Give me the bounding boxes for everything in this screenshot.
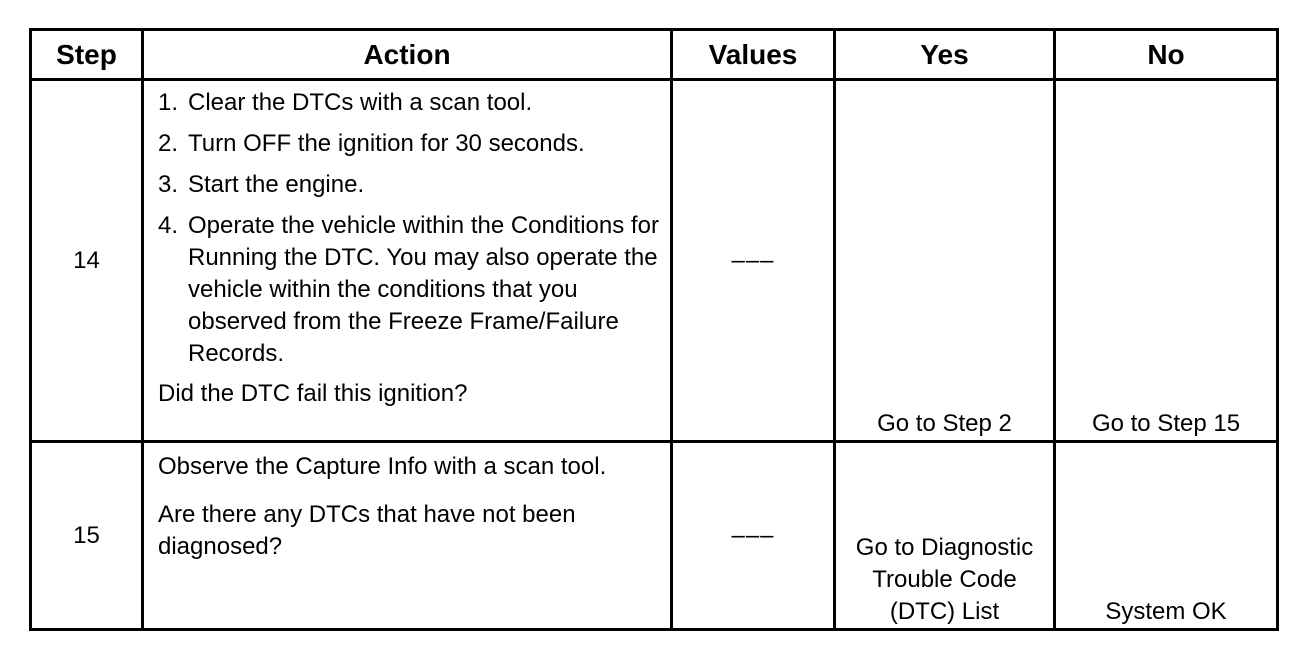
action-question: Are there any DTCs that have not been diagnosed? — [158, 501, 576, 560]
action-steps-list — [158, 87, 660, 370]
action-step: 1. Clear the DTCs with a scan tool. — [158, 89, 533, 116]
header-step: Step — [31, 30, 143, 80]
no-cell: Go to Step 15 — [1055, 80, 1278, 442]
header-action: Action — [143, 30, 672, 80]
table-row-step-14 — [31, 80, 1278, 442]
step-number: 15 — [31, 442, 143, 630]
header-no: No — [1055, 30, 1278, 80]
values-cell: ––– — [672, 80, 835, 442]
step-number: 14 — [31, 80, 143, 442]
table-row-step-15 — [31, 442, 1278, 630]
values-cell: ––– — [672, 442, 835, 630]
action-cell — [143, 80, 672, 442]
diagnostic-table — [29, 28, 1279, 631]
action-question: Did the DTC fail this ignition? — [158, 380, 468, 407]
header-row — [31, 30, 1278, 80]
no-cell: System OK — [1055, 442, 1278, 630]
header-yes: Yes — [835, 30, 1055, 80]
action-cell — [143, 442, 672, 630]
action-step: 4. Operate the vehicle within the Conditions for Running the DTC. You may also operate the vehicle within the conditions that you observed from the Freeze Frame/Failure Records. — [158, 212, 659, 367]
action-step: 3. Start the engine. — [158, 171, 365, 198]
header-values: Values — [672, 30, 835, 80]
action-observation: Observe the Capture Info with a scan tool. — [158, 453, 607, 480]
yes-cell: Go to Step 2 — [835, 80, 1055, 442]
yes-cell: Go to Diagnostic Trouble Code (DTC) List — [835, 442, 1055, 630]
action-step: 2. Turn OFF the ignition for 30 seconds. — [158, 130, 585, 157]
